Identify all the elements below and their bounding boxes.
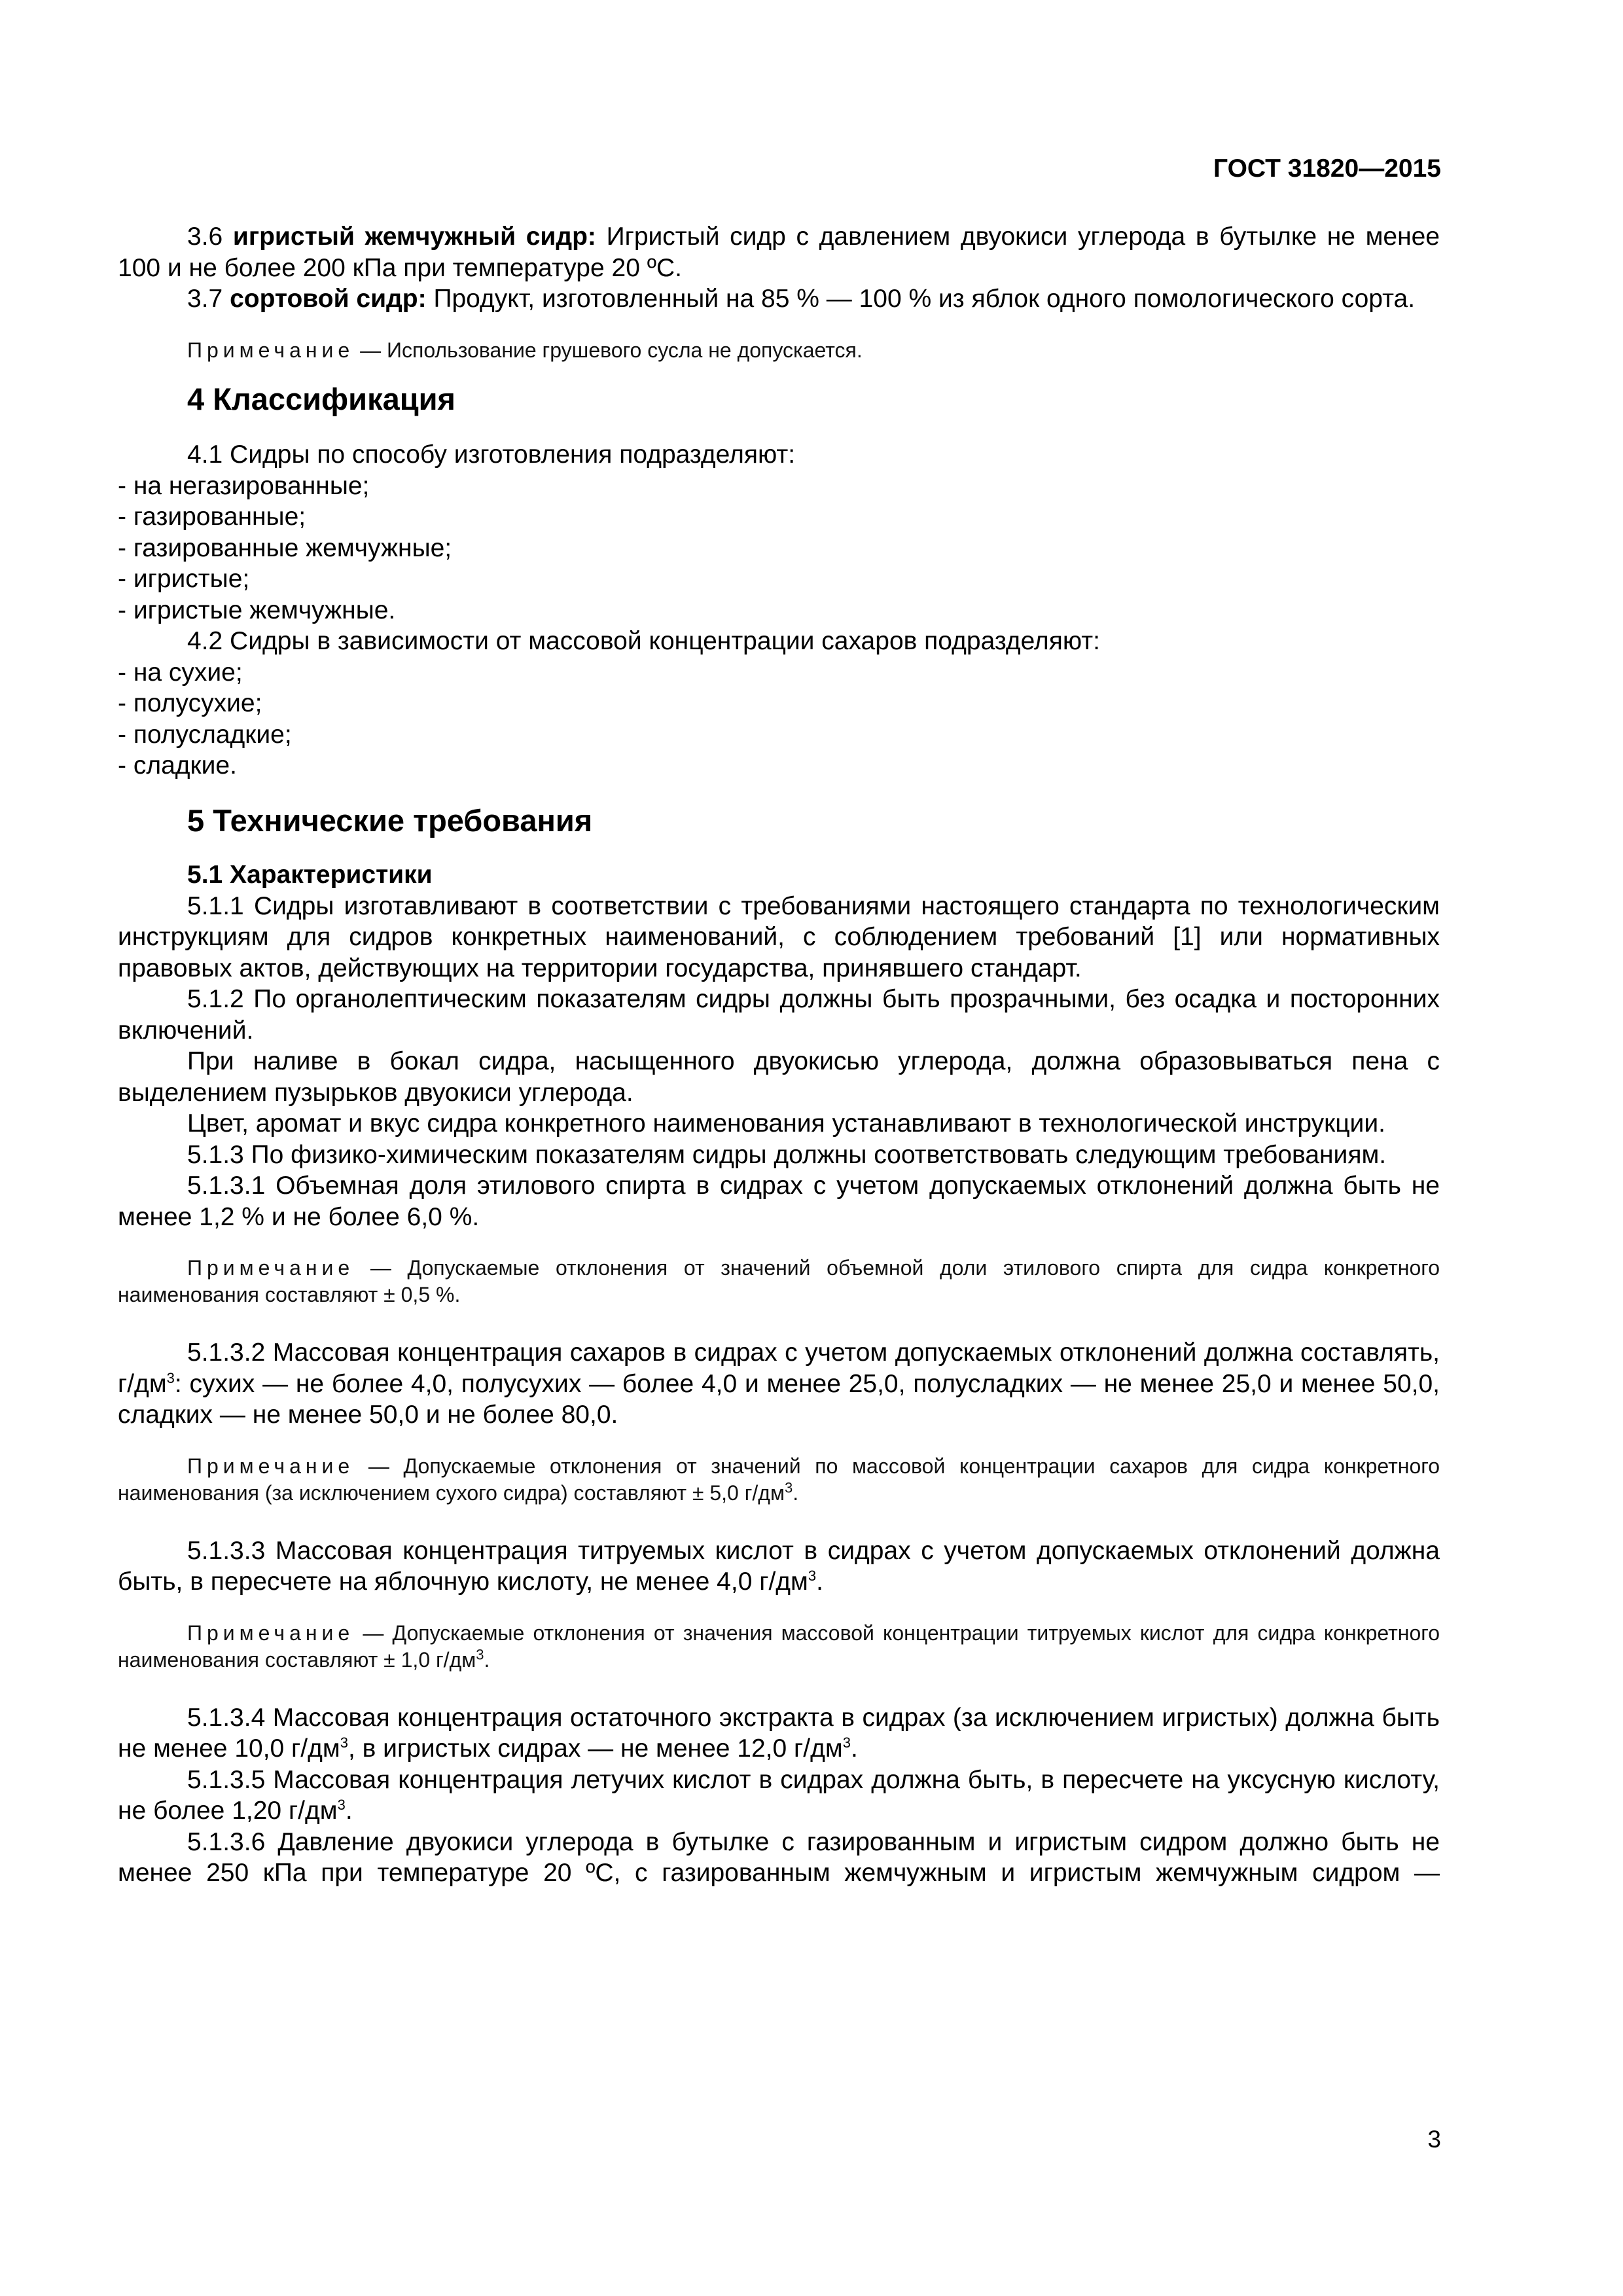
list-item: - на негазированные;	[118, 471, 370, 500]
paragraph-5-1-2-color: Цвет, аромат и вкус сидра конкретного наименования устанавливают в технологической инструкции.	[187, 1109, 1385, 1138]
text-part: 5.1.3.2 Массовая концентрация сахаров в сидрах с учетом допускаемых отклонений должна составлять, г/дм	[118, 1338, 1440, 1398]
superscript: 3	[166, 1369, 175, 1386]
text-part: : сухих — не более 4,0, полусухих — более 4,0 и менее 25,0, полусладких — не менее 25,0 и менее 50,0, сладких — не менее 50,0 и не более 80,0.	[118, 1369, 1440, 1429]
note-text: .	[484, 1647, 490, 1672]
list-item: - полусладкие;	[118, 720, 292, 749]
paragraph-number: 3.6	[187, 223, 233, 251]
paragraph-5-1-3: 5.1.3 По физико-химическим показателям сидры должны соответствовать следующим требованиям.	[187, 1140, 1387, 1169]
paragraph-5-1-3-1: 5.1.3.1 Объемная доля этилового спирта в сидрах с учетом допускаемых отклонений должна быть не менее 1,2 % и не более 6,0 %.	[118, 1172, 1440, 1231]
subsection-heading-5-1: 5.1 Характеристики	[187, 861, 433, 889]
list-item: - газированные жемчужные;	[118, 533, 452, 562]
paragraph-5-1-2: 5.1.2 По органолептическим показателям сидры должны быть прозрачными, без осадка и посторонних включений.	[118, 985, 1440, 1045]
paragraph-3-6	[118, 221, 1440, 283]
section-heading-5: 5 Технические требования	[187, 802, 593, 838]
text-part: .	[345, 1797, 353, 1825]
paragraph-5-1-3-6: 5.1.3.6 Давление двуокиси углерода в бутылке с газированным и игристым сидром должно быть не менее 250 кПа при температуре 20 ºС, с газированным жемчужным и игристым жемчужным сидром —	[118, 1827, 1440, 1887]
paragraph-5-1-3-4	[118, 1702, 1440, 1765]
paragraph-5-1-2-foam: При наливе в бокал сидра, насыщенного двуокисью углерода, должна образовываться пена с выделением пузырьков двуокиси углерода.	[118, 1047, 1440, 1107]
text-part: , в игристых сидрах — не менее 12,0 г/дм	[348, 1734, 843, 1763]
superscript: 3	[842, 1734, 851, 1751]
superscript: 3	[808, 1568, 817, 1584]
list-item: - игристые жемчужные.	[118, 596, 396, 624]
term: игристый жемчужный сидр:	[232, 223, 596, 251]
note-label: Примечание	[187, 1256, 355, 1280]
superscript: 3	[340, 1734, 348, 1751]
paragraph-5-1-3-5	[118, 1765, 1440, 1827]
list-item: - сладкие.	[118, 751, 237, 780]
note-text: .	[793, 1480, 799, 1505]
text-part: .	[850, 1734, 858, 1763]
superscript: 3	[476, 1645, 484, 1662]
paragraph-5-1-3-2	[118, 1337, 1440, 1431]
note-text: — Допускаемые отклонения от значений по массовой концентрации сахаров для сидра конкретного наименования (за исключением сухого сидра) составляют ± 5,0 г/дм	[118, 1454, 1440, 1505]
paragraph-number: 3.7	[187, 285, 230, 313]
note-label: Примечание	[187, 338, 355, 362]
definition: Продукт, изготовленный на 85 % — 100 % из яблок одного помологического сорта.	[426, 285, 1416, 313]
note-text: — Использование грушевого сусла не допускается.	[354, 338, 863, 362]
paragraph-4-2: 4.2 Сидры в зависимости от массовой концентрации сахаров подразделяют:	[187, 627, 1100, 655]
paragraph-4-1: 4.1 Сидры по способу изготовления подразделяют:	[187, 440, 796, 469]
note-3-7	[118, 337, 1440, 364]
section-heading-4: 4 Классификация	[187, 381, 455, 416]
paragraph-5-1-1: 5.1.1 Сидры изготавливают в соответствии с требованиями настоящего стандарта по технологическим инструкциям для сидров конкретных наименований, с соблюдением требований [1] или нормативных правовых актов, действующих на территории государства, принявшего стандарт.	[118, 891, 1440, 982]
list-item: - газированные;	[118, 503, 306, 531]
page-number: 3	[1427, 2126, 1441, 2153]
term: сортовой сидр:	[230, 285, 427, 313]
superscript: 3	[337, 1797, 346, 1813]
text-part: 5.1.3.4 Массовая концентрация остаточного экстракта в сидрах (за исключением игристых) должна быть не менее 10,0 г/дм	[118, 1703, 1440, 1763]
note-text: — Допускаемые отклонения от значений объемной доли этилового спирта для сидра конкретного наименования составляют ± 0,5 %.	[118, 1256, 1440, 1306]
list-item: - игристые;	[118, 565, 250, 593]
text-part: 5.1.3.3 Массовая концентрация титруемых кислот в сидрах с учетом допускаемых отклонений должна быть, в пересчете на яблочную кислоту, не менее 4,0 г/дм	[118, 1536, 1440, 1596]
text-part: 5.1.3.5 Массовая концентрация летучих кислот в сидрах должна быть, в пересчете на уксусную кислоту, не более 1,20 г/дм	[118, 1765, 1440, 1825]
note-label: Примечание	[187, 1621, 355, 1645]
note-5-1-3-3	[118, 1620, 1440, 1674]
list-item: - полусухие;	[118, 689, 262, 717]
text-part: .	[816, 1568, 823, 1596]
list-item: - на сухие;	[118, 658, 243, 687]
page-content	[118, 221, 1440, 1889]
definition: Игристый сидр с давлением двуокиси углерода в бутылке не менее 100 и не более 200 кПа при температуре 20 ºС.	[118, 223, 1440, 282]
document-code: ГОСТ 31820—2015	[1213, 154, 1441, 183]
note-5-1-3-2	[118, 1453, 1440, 1507]
superscript: 3	[784, 1479, 793, 1496]
paragraph-3-7	[118, 283, 1440, 315]
note-text: — Допускаемые отклонения от значения массовой концентрации титруемых кислот для сидра конкретного наименования составляют ± 1,0 г/дм	[118, 1621, 1440, 1672]
note-5-1-3-1	[118, 1255, 1440, 1308]
paragraph-5-1-3-3	[118, 1535, 1440, 1598]
note-label: Примечание	[187, 1454, 355, 1478]
